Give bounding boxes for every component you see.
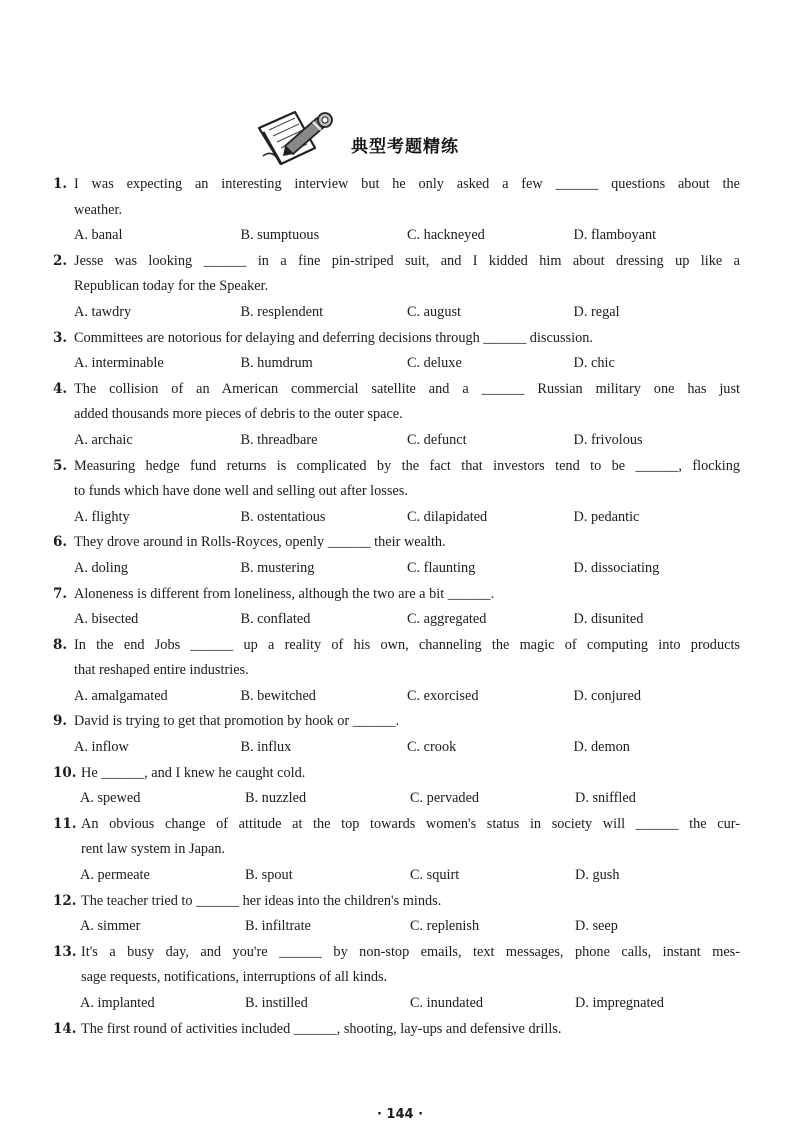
question-number: 3. — [53, 329, 68, 346]
answer-option: A. inflow — [74, 739, 129, 756]
answer-options — [53, 786, 740, 812]
question-number: 7. — [53, 585, 68, 602]
question-stem-line — [53, 889, 740, 915]
question-stem-line — [53, 402, 740, 428]
answer-option: B. bewitched — [240, 687, 316, 704]
question-number: 8. — [53, 636, 68, 653]
question-list — [53, 172, 740, 1042]
answer-option: D. flamboyant — [573, 227, 657, 244]
section-title: 典型考题精练 — [351, 137, 459, 157]
answer-options — [53, 428, 740, 454]
answer-option: C. exorcised — [407, 687, 479, 704]
question-stem-line — [53, 940, 740, 966]
question-number: 13. — [53, 943, 77, 960]
question-stem-line — [53, 709, 740, 735]
question-number: 5. — [53, 457, 68, 474]
question-text: added thousands more pieces of debris to the outer space. — [74, 406, 403, 423]
question-item — [53, 761, 740, 812]
answer-option: C. august — [407, 303, 462, 320]
answer-option: B. influx — [240, 739, 292, 756]
question-text: I was expecting an interesting interview but he only asked a few ______ questions about the — [74, 176, 740, 192]
answer-options — [53, 735, 740, 761]
answer-option: A. banal — [74, 227, 123, 244]
answer-option: A. permeate — [80, 867, 150, 884]
question-text: Jesse was looking ______ in a fine pin-striped suit, and I kidded him about dressing up like a — [74, 252, 740, 269]
answer-option: B. spout — [245, 867, 293, 884]
answer-option: A. doling — [74, 559, 129, 576]
question-item — [53, 1017, 740, 1043]
question-number: 10. — [53, 764, 77, 781]
answer-option: D. disunited — [573, 611, 644, 628]
question-item — [53, 812, 740, 889]
question-text: David is trying to get that promotion by hook or ______. — [74, 713, 400, 730]
question-number: 14. — [53, 1020, 77, 1037]
question-stem-line — [53, 658, 740, 684]
answer-option: C. aggregated — [407, 611, 487, 628]
question-text: They drove around in Rolls-Royces, openly ______ their wealth. — [74, 534, 446, 551]
question-item — [53, 709, 740, 760]
question-stem-line — [53, 812, 740, 838]
question-number: 12. — [53, 892, 77, 909]
answer-option: A. bisected — [74, 611, 139, 628]
answer-option: B. ostentatious — [240, 508, 326, 525]
question-stem-line — [53, 479, 740, 505]
page-number: · 144 · — [376, 1107, 424, 1122]
answer-option: B. instilled — [245, 995, 308, 1011]
answer-option: B. threadbare — [240, 431, 318, 448]
question-text: The teacher tried to ______ her ideas into the children's minds. — [81, 892, 442, 909]
answer-option: A. archaic — [74, 431, 133, 448]
question-number: 11. — [53, 815, 77, 832]
answer-options — [53, 684, 740, 710]
question-number: 6. — [53, 534, 68, 551]
answer-option: D. dissociating — [573, 559, 660, 576]
question-text: Republican today for the Speaker. — [74, 278, 269, 295]
question-stem-line — [53, 454, 740, 480]
answer-option: D. impregnated — [575, 995, 664, 1011]
answer-option: D. conjured — [573, 687, 641, 704]
question-item — [53, 530, 740, 581]
question-text: rent law system in Japan. — [81, 841, 226, 858]
question-item — [53, 889, 740, 940]
answer-option: D. seep — [575, 918, 618, 935]
question-item — [53, 633, 740, 710]
answer-option: C. hackneyed — [407, 227, 485, 244]
answer-option: D. demon — [573, 739, 630, 756]
answer-options — [53, 991, 740, 1017]
question-item — [53, 940, 740, 1017]
answer-options — [53, 556, 740, 582]
question-text: weather. — [74, 201, 123, 218]
question-item — [53, 172, 740, 249]
answer-option: B. resplendent — [240, 303, 324, 320]
answer-option: B. mustering — [240, 559, 315, 576]
question-stem-line — [53, 377, 740, 403]
answer-option: D. gush — [575, 867, 620, 884]
question-text: In the end Jobs ______ up a reality of his own, channeling the magic of computing into products — [74, 636, 740, 653]
question-item — [53, 454, 740, 531]
answer-option: C. crook — [407, 739, 457, 756]
question-item — [53, 326, 740, 377]
answer-option: B. infiltrate — [245, 918, 311, 935]
question-stem-line — [53, 172, 740, 198]
answer-option: D. sniffled — [575, 790, 636, 807]
question-text: An obvious change of attitude at the top towards women's status in society will ______ the cur- — [81, 815, 740, 832]
answer-option: B. humdrum — [240, 355, 313, 372]
answer-options — [53, 300, 740, 326]
question-stem-line — [53, 633, 740, 659]
answer-option: D. chic — [573, 355, 615, 372]
answer-option: D. frivolous — [573, 431, 643, 448]
answer-option: C. replenish — [410, 918, 480, 935]
notebook-pen-icon — [255, 106, 339, 166]
question-stem-line — [53, 198, 740, 224]
question-text: It's a busy day, and you're ______ by non-stop emails, text messages, phone calls, instant mes- — [81, 943, 740, 960]
question-number: 2. — [53, 252, 68, 269]
question-number: 9. — [53, 713, 68, 730]
question-text: The collision of an American commercial satellite and a ______ Russian military one has just — [74, 380, 740, 397]
question-stem-line — [53, 274, 740, 300]
question-stem-line — [53, 1017, 740, 1043]
question-text: Committees are notorious for delaying and deferring decisions through ______ discussion. — [74, 329, 593, 346]
question-item — [53, 582, 740, 633]
answer-option: C. squirt — [410, 867, 460, 884]
answer-option: C. flaunting — [407, 559, 476, 576]
question-stem-line — [53, 582, 740, 608]
answer-option: C. inundated — [410, 995, 484, 1011]
answer-options — [53, 351, 740, 377]
answer-option: C. dilapidated — [407, 508, 488, 525]
section-header — [0, 106, 800, 166]
question-number: 4. — [53, 380, 68, 397]
answer-option: A. tawdry — [74, 303, 132, 320]
question-stem-line — [53, 530, 740, 556]
question-item — [53, 249, 740, 326]
answer-option: B. sumptuous — [240, 227, 320, 244]
question-item — [53, 377, 740, 454]
answer-options — [53, 505, 740, 531]
answer-options — [53, 863, 740, 889]
question-text: that reshaped entire industries. — [74, 662, 249, 679]
answer-option: A. interminable — [74, 355, 164, 372]
question-text: Aloneness is different from loneliness, although the two are a bit ______. — [74, 585, 495, 602]
answer-option: A. simmer — [80, 918, 141, 935]
answer-options — [53, 223, 740, 249]
answer-option: A. flighty — [74, 508, 130, 525]
answer-option: A. amalgamated — [74, 687, 168, 704]
answer-option: A. implanted — [80, 995, 155, 1011]
answer-option: B. nuzzled — [245, 790, 307, 807]
question-text: to funds which have done well and selling out after losses. — [74, 483, 408, 500]
answer-option: C. deluxe — [407, 355, 462, 372]
answer-option: D. pedantic — [573, 508, 640, 525]
answer-options — [53, 607, 740, 633]
question-stem-line — [53, 965, 740, 991]
question-text: He ______, and I knew he caught cold. — [81, 764, 306, 781]
answer-option: D. regal — [573, 303, 620, 320]
answer-option: C. defunct — [407, 431, 467, 448]
question-stem-line — [53, 249, 740, 275]
question-text: sage requests, notifications, interruptions of all kinds. — [81, 969, 388, 986]
question-stem-line — [53, 837, 740, 863]
answer-option: A. spewed — [80, 790, 141, 807]
answer-option: B. conflated — [240, 611, 311, 628]
question-stem-line — [53, 761, 740, 787]
question-text: The first round of activities included ______, shooting, lay-ups and defensive drills. — [81, 1020, 562, 1037]
answer-option: C. pervaded — [410, 790, 480, 807]
question-text: Measuring hedge fund returns is complicated by the fact that investors tend to be ______, flocking — [74, 457, 740, 474]
question-number: 1. — [53, 176, 68, 192]
question-stem-line — [53, 326, 740, 352]
answer-options — [53, 914, 740, 940]
